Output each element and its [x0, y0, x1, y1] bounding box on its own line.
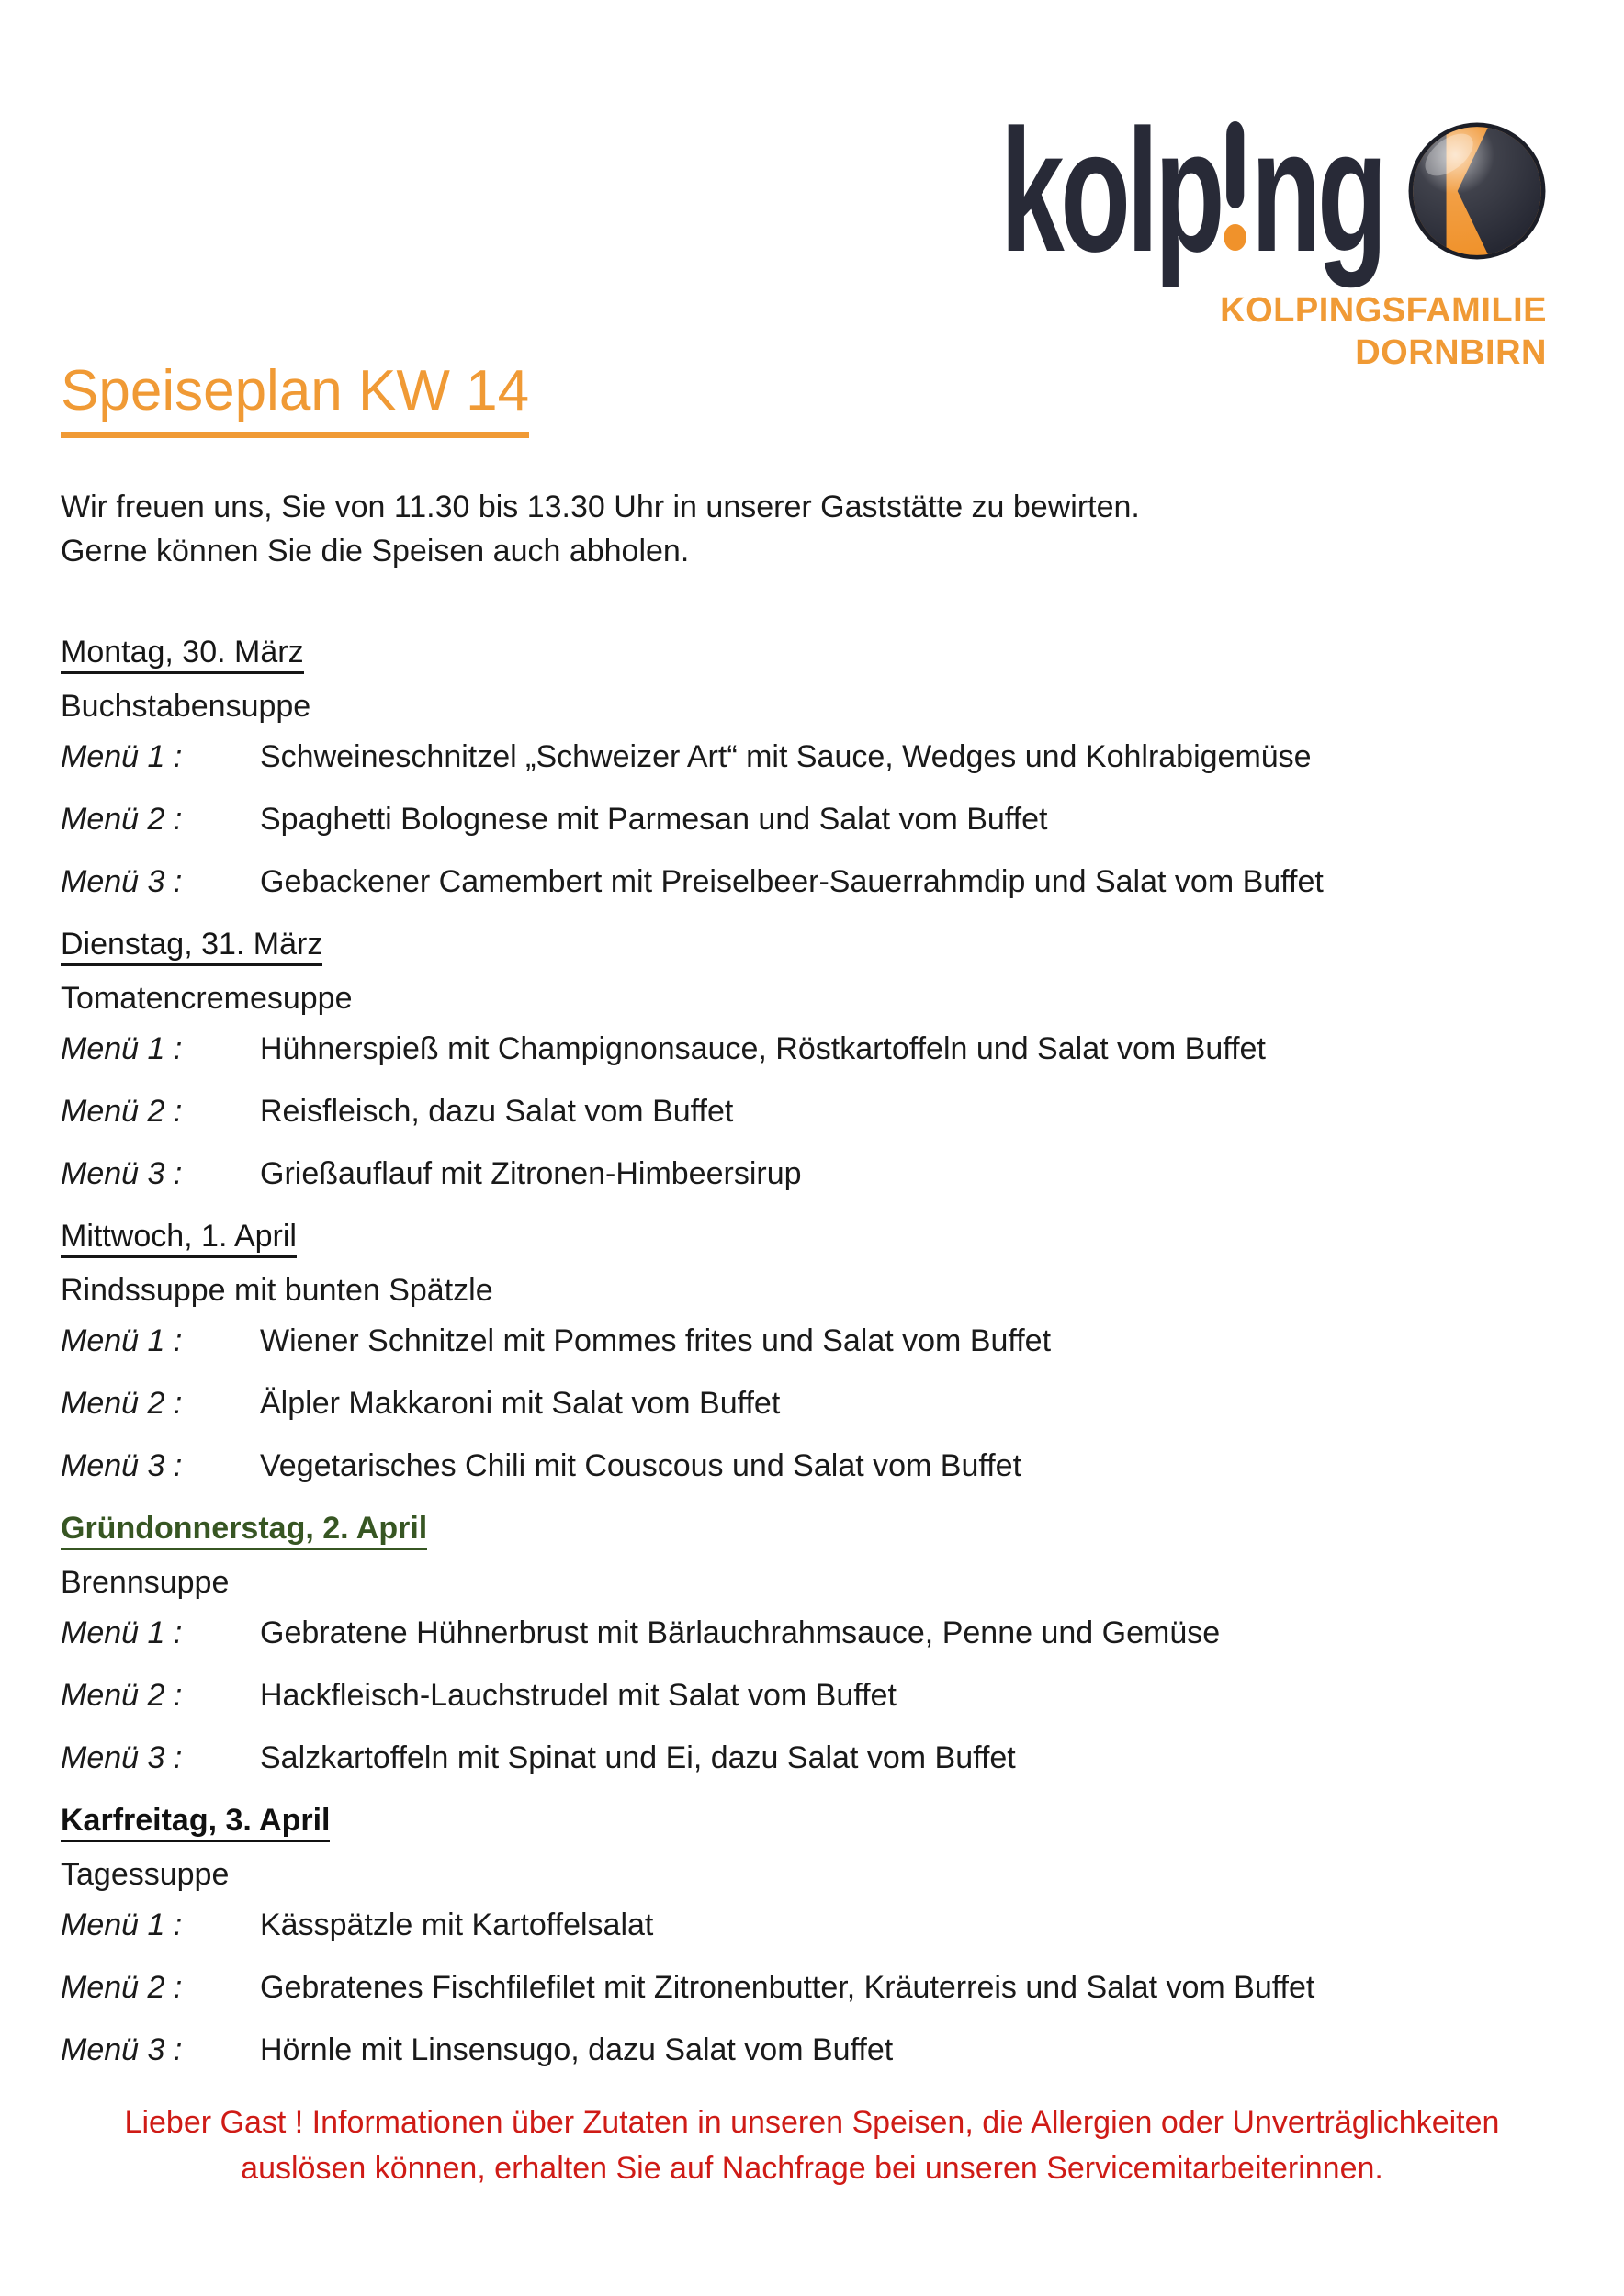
intro-line1: Wir freuen uns, Sie von 11.30 bis 13.30 Uhr in unserer Gaststätte zu bewirten. [61, 490, 1140, 524]
menu-label: Menü 3 : [61, 1740, 183, 1775]
menu-dish: Hühnerspieß mit Champignonsauce, Röstkartoffeln und Salat vom Buffet [260, 1031, 1266, 1066]
menu-label: Menü 2 : [61, 1970, 183, 2005]
menu-label: Menü 3 : [61, 2032, 183, 2067]
menu-row [61, 1444, 1563, 1488]
menu-label: Menü 3 : [61, 1448, 183, 1483]
menu-row [61, 1381, 1563, 1425]
menu-dish: Schweineschnitzel „Schweizer Art“ mit Sauce, Wedges und Kohlrabigemüse [260, 739, 1312, 774]
menu-dish: Vegetarisches Chili mit Couscous und Salat vom Buffet [260, 1448, 1022, 1483]
day-soup: Buchstabensuppe [61, 689, 311, 724]
day-heading [61, 630, 1563, 674]
day-heading-label: Karfreitag, 3. April [61, 1803, 330, 1842]
menu-row [61, 1319, 1563, 1363]
menu-dish: Hackfleisch-Lauchstrudel mit Salat vom Buffet [260, 1678, 897, 1713]
day-section [61, 630, 1563, 904]
intro-paragraph [61, 485, 1563, 573]
menu-row [61, 860, 1563, 904]
menu-label: Menü 1 : [61, 739, 183, 774]
day-heading-label: Mittwoch, 1. April [61, 1219, 297, 1258]
exclamation-dot [1224, 224, 1246, 251]
wordmark-post: ng [1250, 94, 1383, 288]
kolping-wordmark [999, 94, 1383, 288]
menu-row [61, 1611, 1563, 1655]
day-soup: Brennsuppe [61, 1565, 230, 1600]
menu-row [61, 1736, 1563, 1780]
day-section [61, 1214, 1563, 1488]
kolping-logo [803, 94, 1547, 374]
menu-dish: Gebackener Camembert mit Preiselbeer-Sauerrahmdip und Salat vom Buffet [260, 864, 1324, 899]
intro-line2: Gerne können Sie die Speisen auch abholen. [61, 534, 690, 568]
day-section [61, 1798, 1563, 2072]
kolping-k-badge-icon [1407, 121, 1547, 261]
logo-row [803, 94, 1547, 288]
menu-dish: Wiener Schnitzel mit Pommes frites und Salat vom Buffet [260, 1323, 1052, 1358]
menu-label: Menü 2 : [61, 802, 183, 837]
menu-label: Menü 2 : [61, 1386, 183, 1421]
day-heading [61, 1214, 1563, 1258]
logo-caption-line2: DORNBIRN [1355, 332, 1547, 372]
menu-dish: Gebratene Hühnerbrust mit Bärlauchrahmsauce, Penne und Gemüse [260, 1615, 1221, 1650]
menu-label: Menü 3 : [61, 864, 183, 899]
document-content [61, 358, 1563, 2191]
menu-dish: Kässpätzle mit Kartoffelsalat [260, 1908, 654, 1942]
day-soup: Rindssuppe mit bunten Spätzle [61, 1273, 493, 1308]
menu-dish: Gebratenes Fischfilefilet mit Zitronenbutter, Kräuterreis und Salat vom Buffet [260, 1970, 1315, 2005]
menu-label: Menü 1 : [61, 1908, 183, 1942]
menu-row [61, 1027, 1563, 1071]
page-title: Speiseplan KW 14 [61, 358, 529, 438]
day-heading [61, 1506, 1563, 1550]
menu-label: Menü 1 : [61, 1031, 183, 1066]
allergen-notice-line2: auslösen können, erhalten Sie auf Nachfrage bei unseren Servicemitarbeiterinnen. [241, 2151, 1383, 2186]
menu-dish: Salzkartoffeln mit Spinat und Ei, dazu Salat vom Buffet [260, 1740, 1016, 1775]
menu-row [61, 2028, 1563, 2072]
weekly-menu-list [61, 630, 1563, 2072]
day-heading-label: Montag, 30. März [61, 635, 304, 674]
menu-row [61, 1965, 1563, 2009]
menu-dish: Grießauflauf mit Zitronen-Himbeersirup [260, 1156, 802, 1191]
day-soup: Tagessuppe [61, 1857, 230, 1892]
day-section [61, 922, 1563, 1196]
menu-dish: Älpler Makkaroni mit Salat vom Buffet [260, 1386, 781, 1421]
menu-row [61, 1903, 1563, 1947]
wordmark-pre: kolp [999, 94, 1221, 288]
menu-label: Menü 1 : [61, 1615, 183, 1650]
menu-row [61, 735, 1563, 779]
day-soup: Tomatencremesuppe [61, 981, 353, 1016]
menu-row [61, 797, 1563, 841]
menu-label: Menü 1 : [61, 1323, 183, 1358]
day-section [61, 1506, 1563, 1780]
menu-dish: Reisfleisch, dazu Salat vom Buffet [260, 1094, 734, 1129]
allergen-notice [61, 2099, 1563, 2191]
menu-row [61, 1089, 1563, 1133]
day-heading [61, 922, 1563, 966]
exclamation-bar [1226, 121, 1244, 208]
menu-dish: Spaghetti Bolognese mit Parmesan und Salat vom Buffet [260, 802, 1048, 837]
menu-row [61, 1152, 1563, 1196]
menu-label: Menü 2 : [61, 1094, 183, 1129]
menu-label: Menü 3 : [61, 1156, 183, 1191]
day-heading-label: Dienstag, 31. März [61, 927, 322, 966]
logo-caption-line1: KOLPINGSFAMILIE [1220, 290, 1547, 330]
menu-dish: Hörnle mit Linsensugo, dazu Salat vom Buffet [260, 2032, 894, 2067]
day-heading-label: Gründonnerstag, 2. April [61, 1511, 427, 1550]
exclamation-icon [1221, 121, 1251, 251]
allergen-notice-line1: Lieber Gast ! Informationen über Zutaten in unseren Speisen, die Allergien oder Unverträglichkeiten [124, 2105, 1500, 2140]
menu-row [61, 1673, 1563, 1717]
day-heading [61, 1798, 1563, 1842]
menu-label: Menü 2 : [61, 1678, 183, 1713]
